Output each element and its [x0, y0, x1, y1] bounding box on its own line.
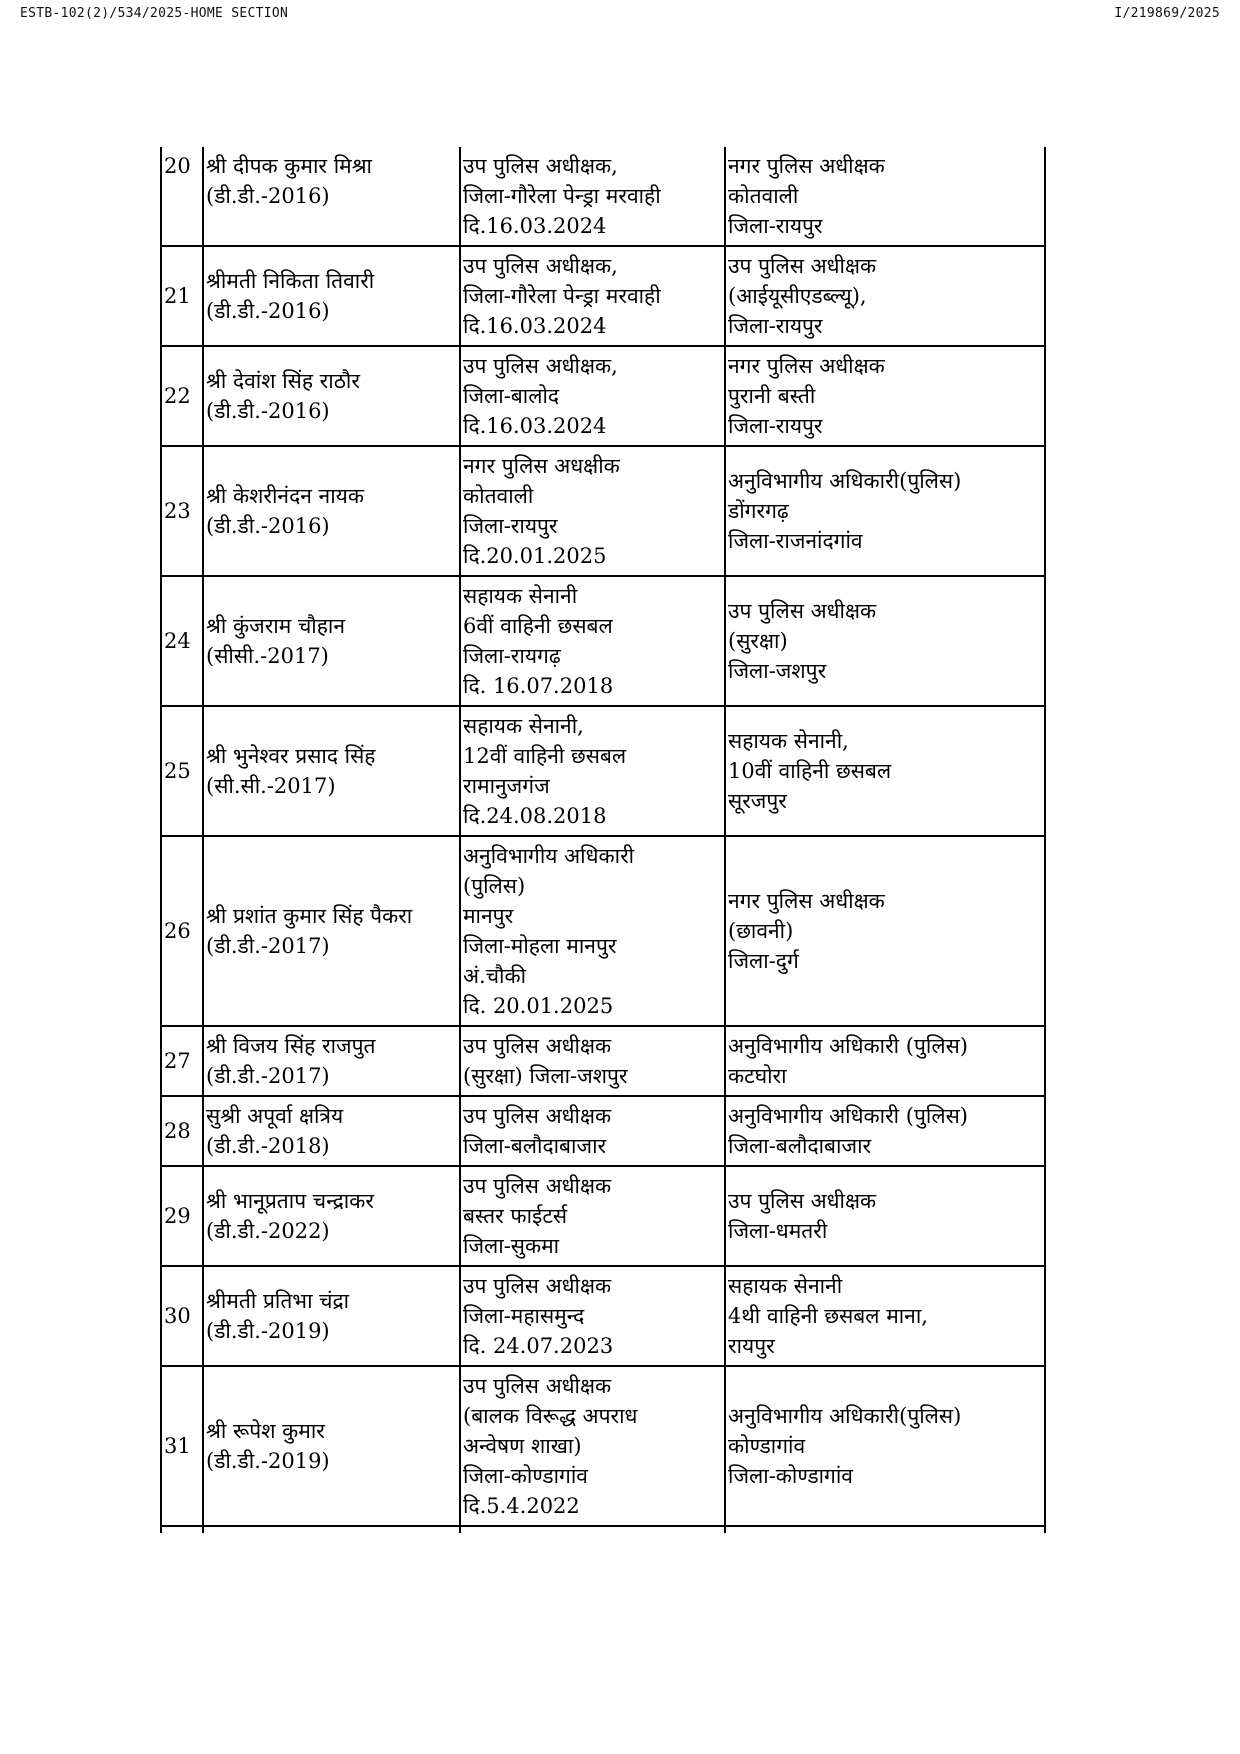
serial-number-cell: 30 — [161, 1266, 203, 1366]
current-posting-cell: उप पुलिस अधीक्षक (सुरक्षा) जिला-जशपुर — [460, 1026, 725, 1096]
table-row — [161, 1366, 1045, 1526]
new-posting-cell: नगर पुलिस अधीक्षक (छावनी) जिला-दुर्ग — [725, 836, 1045, 1026]
serial-number-cell: 22 — [161, 346, 203, 446]
serial-number-cell: 29 — [161, 1166, 203, 1266]
serial-number-cell: 21 — [161, 246, 203, 346]
serial-number-cell: 27 — [161, 1026, 203, 1096]
new-posting-cell: अनुविभागीय अधिकारी(पुलिस) डोंगरगढ़ जिला-राजनांदगांव — [725, 446, 1045, 576]
new-posting-cell: उप पुलिस अधीक्षक (सुरक्षा) जिला-जशपुर — [725, 576, 1045, 706]
officer-name-cell: श्रीमती निकिता तिवारी (डी.डी.-2016) — [203, 246, 460, 346]
serial-number-cell: 24 — [161, 576, 203, 706]
new-posting-cell: सहायक सेनानी, 10वीं वाहिनी छसबल सूरजपुर — [725, 706, 1045, 836]
current-posting-cell: अनुविभागीय अधिकारी (पुलिस) मानपुर जिला-मोहला मानपुर अं.चौकी दि. 20.01.2025 — [460, 836, 725, 1026]
empty-cell — [161, 1526, 203, 1533]
new-posting-cell: अनुविभागीय अधिकारी (पुलिस) कटघोरा — [725, 1026, 1045, 1096]
current-posting-cell: उप पुलिस अधीक्षक जिला-महासमुन्द दि. 24.07.2023 — [460, 1266, 725, 1366]
officer-name-cell: श्री कुंजराम चौहान (सीसी.-2017) — [203, 576, 460, 706]
table-row — [161, 446, 1045, 576]
new-posting-cell: उप पुलिस अधीक्षक जिला-धमतरी — [725, 1166, 1045, 1266]
officer-name-cell: श्री विजय सिंह राजपुत (डी.डी.-2017) — [203, 1026, 460, 1096]
officer-name-cell: श्री भानूप्रताप चन्द्राकर (डी.डी.-2022) — [203, 1166, 460, 1266]
table-row — [161, 346, 1045, 446]
empty-cell — [725, 1526, 1045, 1533]
officer-name-cell: श्री दीपक कुमार मिश्रा (डी.डी.-2016) — [203, 147, 460, 246]
current-posting-cell: उप पुलिस अधीक्षक, जिला-गौरेला पेन्ड्रा मरवाही दि.16.03.2024 — [460, 246, 725, 346]
officer-name-cell: श्री देवांश सिंह राठौर (डी.डी.-2016) — [203, 346, 460, 446]
new-posting-cell: अनुविभागीय अधिकारी (पुलिस) जिला-बलौदाबाजार — [725, 1096, 1045, 1166]
empty-cell — [460, 1526, 725, 1533]
current-posting-cell: नगर पुलिस अधक्षीक कोतवाली जिला-रायपुर दि.20.01.2025 — [460, 446, 725, 576]
new-posting-cell: अनुविभागीय अधिकारी(पुलिस) कोण्डागांव जिला-कोण्डागांव — [725, 1366, 1045, 1526]
table-row — [161, 1266, 1045, 1366]
document-reference: ESTB-102(2)/534/2025-HOME SECTION — [20, 6, 289, 21]
table-row — [161, 836, 1045, 1026]
new-posting-cell: सहायक सेनानी 4थी वाहिनी छसबल माना, रायपुर — [725, 1266, 1045, 1366]
officer-name-cell: श्री प्रशांत कुमार सिंह पैकरा (डी.डी.-2017) — [203, 836, 460, 1026]
new-posting-cell: उप पुलिस अधीक्षक (आईयूसीएडब्ल्यू), जिला-रायपुर — [725, 246, 1045, 346]
table-row — [161, 1166, 1045, 1266]
table-row — [161, 576, 1045, 706]
inward-number: I/219869/2025 — [1114, 6, 1220, 21]
current-posting-cell: उप पुलिस अधीक्षक, जिला-बालोद दि.16.03.2024 — [460, 346, 725, 446]
table-row — [161, 147, 1045, 246]
table-row — [161, 706, 1045, 836]
current-posting-cell: सहायक सेनानी 6वीं वाहिनी छसबल जिला-रायगढ़ दि. 16.07.2018 — [460, 576, 725, 706]
table-row — [161, 1026, 1045, 1096]
serial-number-cell: 26 — [161, 836, 203, 1026]
current-posting-cell: उप पुलिस अधीक्षक बस्तर फाईटर्स जिला-सुकमा — [460, 1166, 725, 1266]
transfer-table-body — [161, 147, 1045, 1533]
table-continuation-row — [161, 1526, 1045, 1533]
transfer-table — [160, 147, 1046, 1533]
serial-number-cell: 31 — [161, 1366, 203, 1526]
serial-number-cell: 28 — [161, 1096, 203, 1166]
officer-name-cell: श्री भुनेश्वर प्रसाद सिंह (सी.सी.-2017) — [203, 706, 460, 836]
officer-name-cell: श्री केशरीनंदन नायक (डी.डी.-2016) — [203, 446, 460, 576]
current-posting-cell: उप पुलिस अधीक्षक (बालक विरूद्ध अपराध अन्वेषण शाखा) जिला-कोण्डागांव दि.5.4.2022 — [460, 1366, 725, 1526]
officer-name-cell: श्रीमती प्रतिभा चंद्रा (डी.डी.-2019) — [203, 1266, 460, 1366]
new-posting-cell: नगर पुलिस अधीक्षक पुरानी बस्ती जिला-रायपुर — [725, 346, 1045, 446]
current-posting-cell: उप पुलिस अधीक्षक जिला-बलौदाबाजार — [460, 1096, 725, 1166]
current-posting-cell: उप पुलिस अधीक्षक, जिला-गौरेला पेन्ड्रा मरवाही दि.16.03.2024 — [460, 147, 725, 246]
transfer-table-container — [160, 147, 1044, 1533]
serial-number-cell: 20 — [161, 147, 203, 246]
empty-cell — [203, 1526, 460, 1533]
officer-name-cell: सुश्री अपूर्वा क्षत्रिय (डी.डी.-2018) — [203, 1096, 460, 1166]
serial-number-cell: 23 — [161, 446, 203, 576]
new-posting-cell: नगर पुलिस अधीक्षक कोतवाली जिला-रायपुर — [725, 147, 1045, 246]
serial-number-cell: 25 — [161, 706, 203, 836]
table-row — [161, 246, 1045, 346]
current-posting-cell: सहायक सेनानी, 12वीं वाहिनी छसबल रामानुजगंज दि.24.08.2018 — [460, 706, 725, 836]
table-row — [161, 1096, 1045, 1166]
officer-name-cell: श्री रूपेश कुमार (डी.डी.-2019) — [203, 1366, 460, 1526]
